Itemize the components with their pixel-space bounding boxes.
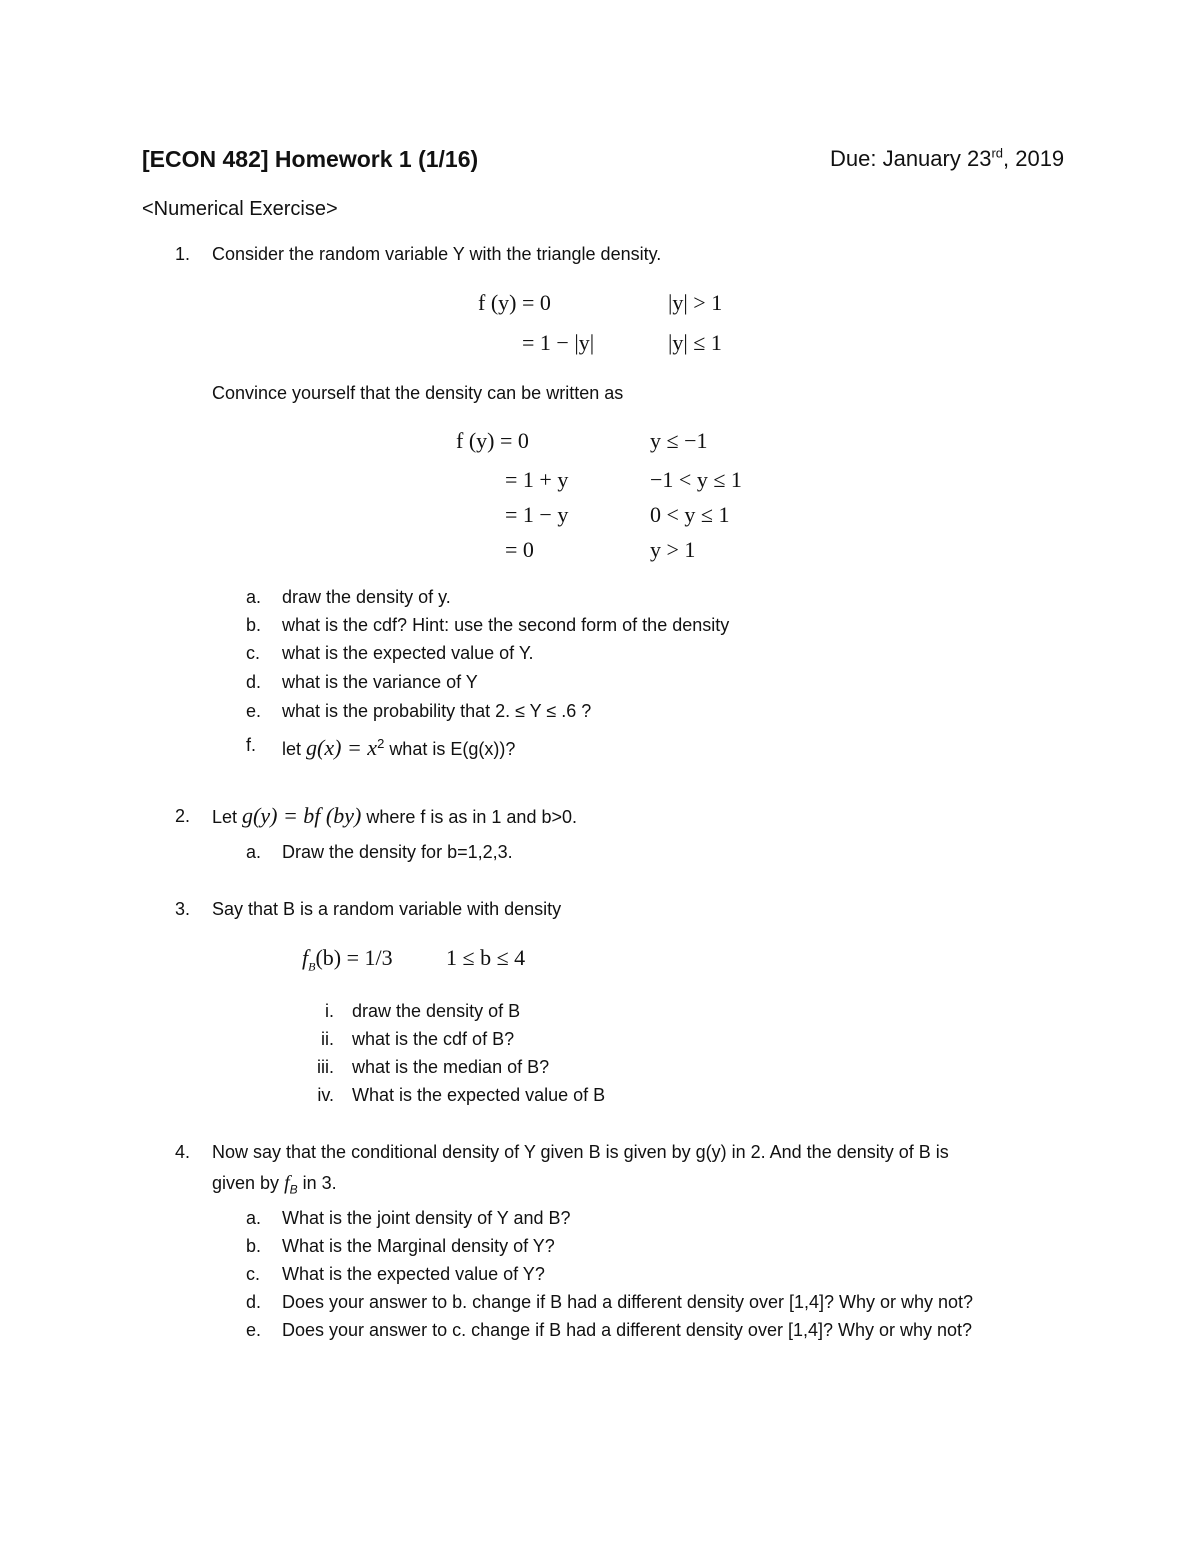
q1-text: Consider the random variable Y with the triangle density.: [212, 244, 662, 264]
q3-number: 3.: [174, 899, 190, 919]
q1-item-f-math: g(x) = x: [306, 735, 378, 760]
q1-eq1-rhs-1: |y| > 1: [668, 290, 723, 315]
q2-item-a-text: Draw the density for b=1,2,3.: [282, 842, 513, 862]
q1-eq1-lhs-1: f (y) = 0: [478, 290, 551, 315]
q4-item-a-text: What is the joint density of Y and B?: [282, 1208, 571, 1228]
q4-line-2-pre: given by: [212, 1173, 280, 1193]
q1-eq1-lhs-2: = 1 − |y|: [522, 330, 595, 355]
q4-item-e-text: Does your answer to c. change if B had a different density over [1,4]? Why or why not?: [282, 1320, 973, 1340]
q4-line-2-sub: B: [289, 1182, 298, 1197]
q2-text: [212, 803, 577, 829]
q1-item-c-text: what is the expected value of Y.: [282, 643, 534, 663]
q3-eq-sub: B: [308, 959, 316, 974]
q1-eq2-rhs-2: −1 < y ≤ 1: [650, 467, 742, 492]
q3-item-iii-text: what is the median of B?: [352, 1057, 550, 1077]
q1-eq2-lhs-1: f (y) = 0: [456, 428, 529, 453]
q1-eq1-rhs-2: |y| ≤ 1: [668, 330, 722, 355]
page-title: [ECON 482] Homework 1 (1/16): [142, 146, 479, 172]
q1-item-f-label: f.: [246, 735, 257, 755]
q2-number: 2.: [174, 806, 190, 826]
q4-number: 4.: [174, 1142, 190, 1162]
q1-number: 1.: [174, 244, 190, 264]
q4-item-d-label: d.: [246, 1292, 262, 1312]
q3-item-ii-text: what is the cdf of B?: [352, 1029, 515, 1049]
q1-item-b-label: b.: [246, 615, 262, 635]
q3-eq-rest: (b) = 1/3: [315, 945, 393, 970]
q2-pre: Let: [212, 807, 238, 827]
q1-item-c-label: c.: [246, 643, 261, 663]
q4-item-e-label: e.: [246, 1320, 262, 1340]
q1-item-b-text: what is the cdf? Hint: use the second form of the density: [282, 615, 730, 635]
q3-item-ii-label: ii.: [321, 1029, 334, 1049]
due-date-superscript: rd: [991, 145, 1003, 161]
q4-item-b-text: What is the Marginal density of Y?: [282, 1236, 555, 1256]
q3-item-iv-label: iv.: [317, 1085, 334, 1105]
q4-item-a-label: a.: [246, 1208, 262, 1228]
q4-item-d-text: Does your answer to b. change if B had a different density over [1,4]? Why or why not?: [282, 1292, 974, 1312]
q1-item-d-text: what is the variance of Y: [282, 672, 478, 692]
due-date-text: Due: January 23: [830, 146, 992, 171]
q3-eq-range: 1 ≤ b ≤ 4: [446, 945, 526, 970]
q2-math: g(y) = bf (by): [242, 803, 362, 828]
q1-item-e-label: e.: [246, 701, 262, 721]
q4-item-c-text: What is the expected value of Y?: [282, 1264, 545, 1284]
q4-line-2-post: in 3.: [302, 1173, 337, 1193]
q4-item-c-label: c.: [246, 1264, 261, 1284]
q4-line-2-f: f: [284, 1172, 290, 1194]
q4-line-1: Now say that the conditional density of Y given B is given by g(y) in 2. And the density of B is: [212, 1142, 949, 1162]
q1-item-f-pre: let: [282, 739, 302, 759]
q1-eq2-rhs-1: y ≤ −1: [650, 428, 708, 453]
q4-item-b-label: b.: [246, 1236, 262, 1256]
q3-equation: [302, 945, 393, 974]
q3-item-iv-text: What is the expected value of B: [352, 1085, 606, 1105]
q4-line-2: [212, 1172, 337, 1195]
q2-item-a-label: a.: [246, 842, 262, 862]
q1-item-e-text: what is the probability that 2. ≤ Y ≤ .6 ?: [282, 701, 592, 721]
q1-eq2-rhs-3: 0 < y ≤ 1: [650, 502, 730, 527]
q1-item-f-post: what is E(g(x))?: [389, 739, 516, 759]
q1-item-a-text: draw the density of y.: [282, 587, 451, 607]
q1-eq2-lhs-3: = 1 − y: [505, 502, 569, 527]
q3-item-iii-label: iii.: [317, 1057, 334, 1077]
q1-item-f-sup: 2: [377, 736, 385, 751]
q3-text: Say that B is a random variable with density: [212, 899, 562, 919]
q1-item-d-label: d.: [246, 672, 262, 692]
q3-item-i-label: i.: [325, 1001, 334, 1021]
q1-eq2-lhs-2: = 1 + y: [505, 467, 569, 492]
q1-item-f-text: [282, 735, 515, 761]
due-date: [830, 146, 1064, 172]
due-date-year: , 2019: [1003, 146, 1065, 171]
q1-convince-text: Convince yourself that the density can be written as: [212, 383, 624, 403]
section-heading: <Numerical Exercise>: [142, 198, 338, 220]
q1-eq2-lhs-4: = 0: [505, 537, 534, 562]
q2-post: where f is as in 1 and b>0.: [366, 807, 577, 827]
q1-item-a-label: a.: [246, 587, 262, 607]
q1-eq2-rhs-4: y > 1: [650, 537, 696, 562]
q3-eq-f: f: [302, 945, 309, 970]
q3-item-i-text: draw the density of B: [352, 1001, 521, 1021]
